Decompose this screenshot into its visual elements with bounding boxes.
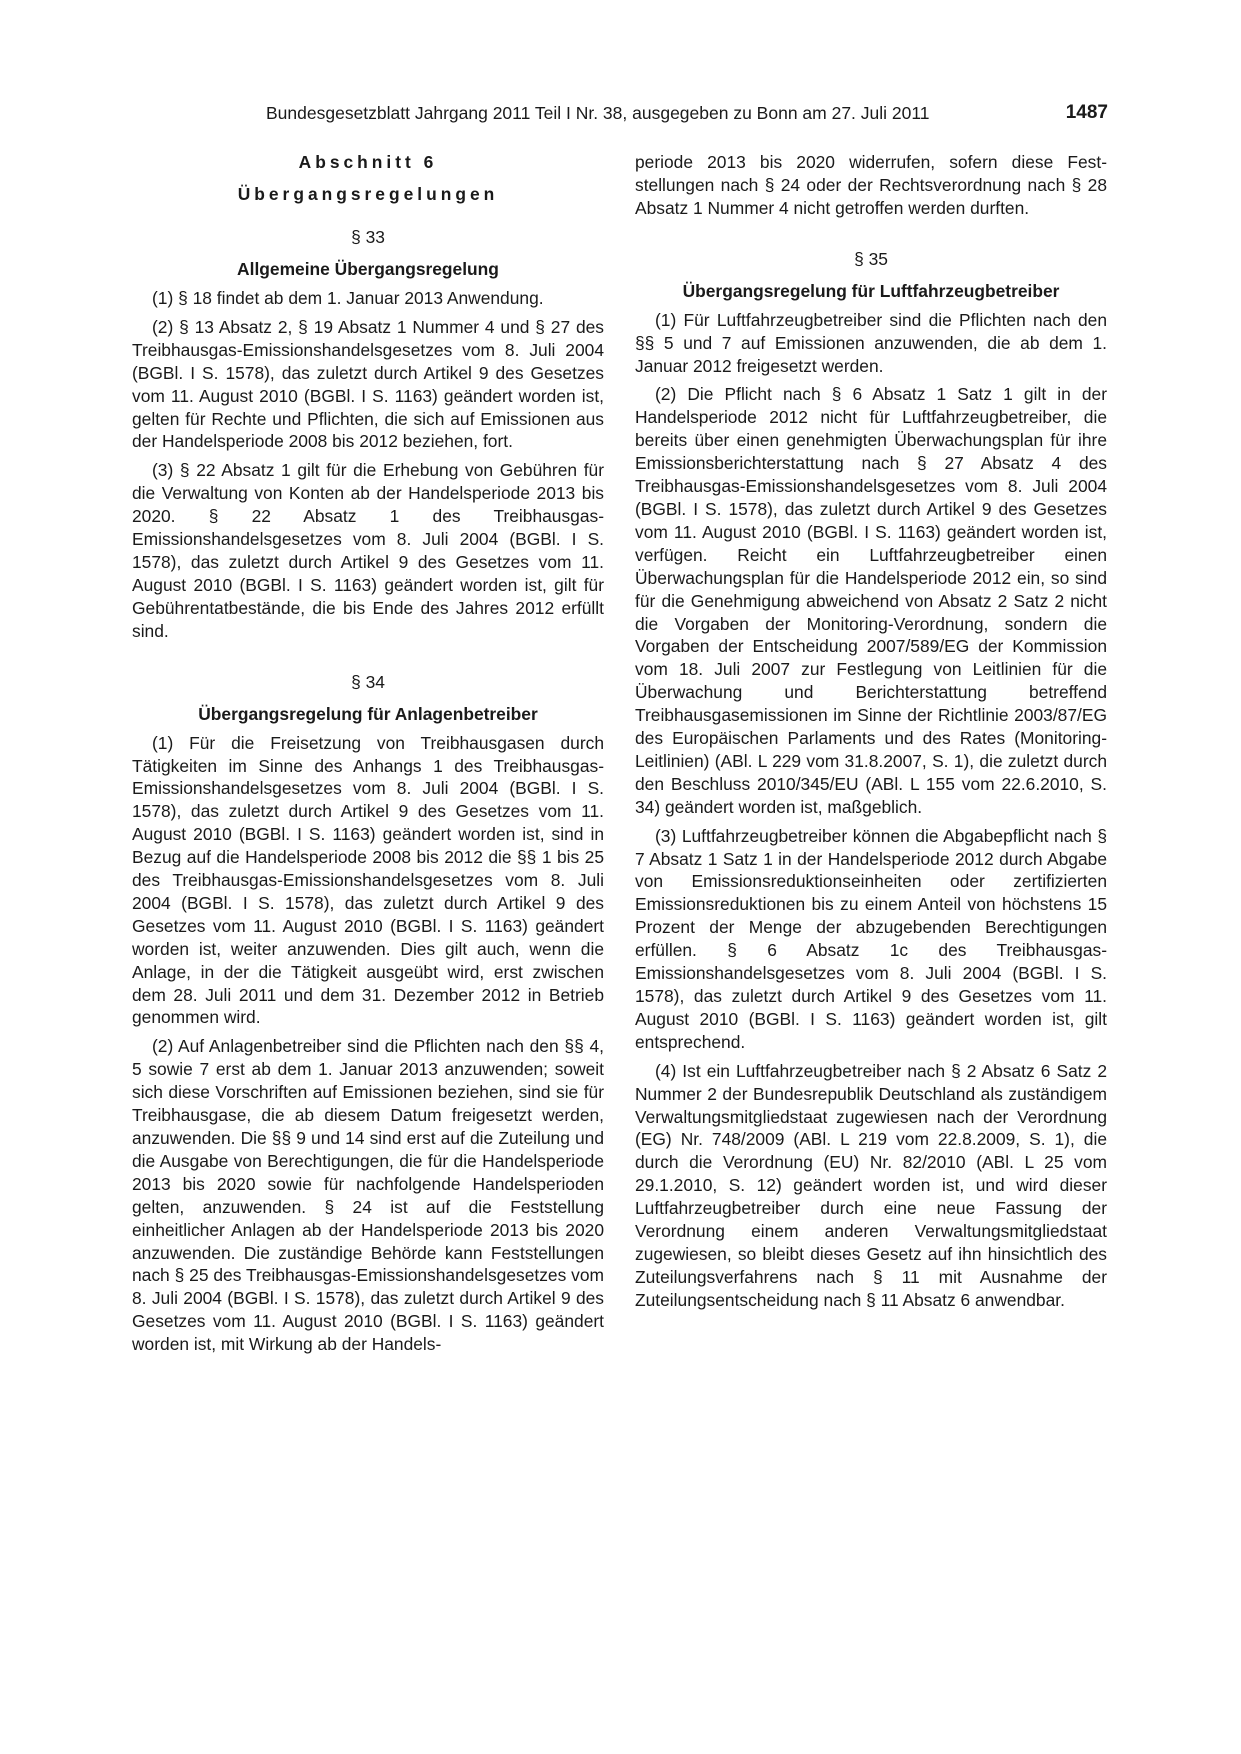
paragraph-number-33: § 33 (351, 227, 385, 247)
paragraph-heading-33: Allgemeine Übergangsregelung (237, 259, 499, 279)
p34-subsection-1: (1) Für die Freisetzung von Treibhausgasen durch Tätigkeiten im Sinne des Anhangs 1 des Treibhausgas-Emissionshandelsgesetzes vom 8. Juli 2004 (BGBl. I S. 1578), das zuletzt durch Artikel 9 des Gesetzes vom 11. August 2010 (BGBl. I S. 1163) geändert worden ist, sind in Bezug auf die Handelsperiode 2008 bis 2012 die §§ 1 bis 25 des Treibhausgas-Emissionshandelsgesetzes vom 8. Juli 2004 (BGBl. I S. 1578), das zuletzt durch Artikel 9 des Gesetzes vom 11. August 2010 (BGBl. I S. 1163) geändert worden ist, weiter anzuwenden. Dies gilt auch, wenn die Anlage, in der die Tätigkeit ausgeübt wird, erst zwischen dem 28. Juli 2011 und dem 31. Dezember 2012 in Betrieb genommen wird. (132, 732, 604, 1028)
paragraph-heading-34: Übergangsregelung für Anlagenbetreiber (198, 703, 538, 724)
spacer (635, 226, 1107, 248)
p35-subsection-3: (3) Luftfahrzeugbetreiber können die Abgabepflicht nach § 7 Absatz 1 Satz 1 in der Handelsperiode 2012 durch Abgabe von Emissionsreduktionseinheiten oder zertifizierten Emissionsreduktionen bis zu einem Anteil von höchstens 15 Prozent der Menge der abzugebenden Berechtigungen erfüllen. § 6 Absatz 1c des Treibhausgas-Emissionshandelsgesetzes vom 8. Juli 2004 (BGBl. I S. 1578), das zuletzt durch Artikel 9 des Gesetzes vom 11. August 2010 (BGBl. I S. 1163) geändert worden ist, gilt entsprechend. (635, 825, 1107, 1052)
p33-subsection-1: (1) § 18 findet ab dem 1. Januar 2013 Anwendung. (152, 288, 544, 308)
left-column (132, 151, 604, 1362)
spacer (132, 649, 604, 671)
p35-subsection-2: (2) Die Pflicht nach § 6 Absatz 1 Satz 1 gilt in der Handelsperiode 2012 nicht für Luftfahrzeugbetreiber, die bereits über einen genehmigten Überwachungsplan für ihre Emissionsberichterstattung nach § 27 Absatz 4 des Treibhausgas-Emissionshandelsgesetzes vom 8. Juli 2004 (BGBl. I S. 1578), das zuletzt durch Artikel 9 des Gesetzes vom 11. August 2010 (BGBl. I S. 1163) geändert worden ist, verfügen. Reicht ein Luftfahrzeugbetreiber einen Überwachungsplan für die Handelsperiode 2012 ein, so sind für die Genehmigung abweichend von Absatz 2 Satz 2 nicht die Vorgaben der Monitoring-Verordnung, sondern die Vorgaben der Entscheidung 2007/589/EG der Kommission vom 18. Juli 2007 zur Festlegung von Leitlinien für die Überwachung und Berichterstattung betreffend Treibhausgasemissionen im Sinne der Richtlinie 2003/87/EG des Europäischen Parlaments und des Rates (Monitoring-Leitlinien) (ABl. L 229 vom 31.8.2007, S. 1), die zuletzt durch den Beschluss 2010/345/EU (ABl. L 155 vom 22.6.2010, S. 34) geändert worden ist, maßgeblich. (635, 384, 1107, 817)
section-title: Übergangsregelungen (237, 184, 499, 204)
section-label: Abschnitt 6 (298, 152, 438, 172)
p33-subsection-3: (3) § 22 Absatz 1 gilt für die Erhebung von Gebühren für die Verwaltung von Konten ab der Handelsperiode 2013 bis 2020. § 22 Absatz 1 des Treibhausgas-Emissionshandelsgesetzes vom 8. Juli 2004 (BGBl. I S. 1578), das zuletzt durch Artikel 9 des Gesetzes vom 11. August 2010 (BGBl. I S. 1163) geändert worden ist, gilt für Gebührentatbestände, die bis Ende des Jahres 2012 erfüllt sind. (132, 460, 604, 641)
p35-subsection-1: (1) Für Luftfahrzeugbetreiber sind die Pflichten nach den §§ 5 und 7 auf Emissionen anzuwenden, die ab dem 1. Januar 2012 freigesetzt werden. (635, 309, 1107, 376)
page-number: 1487 (1065, 102, 1108, 123)
paragraph-number-34: § 34 (351, 671, 385, 692)
paragraph-heading-35: Übergangsregelung für Luftfahrzeugbetreiber (682, 280, 1060, 301)
p33-subsection-2: (2) § 13 Absatz 2, § 19 Absatz 1 Nummer 4 und § 27 des Treibhausgas-Emissionshandelsgesetzes vom 8. Juli 2004 (BGBl. I S. 1578), das zuletzt durch Artikel 9 des Gesetzes vom 11. August 2010 (BGBl. I S. 1163) geändert worden ist, gelten für Rechte und Pflichten, die sich auf Emissionen aus der Handelsperiode 2008 bis 2012 beziehen, fort. (132, 316, 604, 452)
running-title: Bundesgesetzblatt Jahrgang 2011 Teil I Nr. 38, ausgegeben zu Bonn am 27. Juli 2011 (266, 103, 930, 123)
right-column (635, 151, 1107, 1318)
p34-subsection-2: (2) Auf Anlagenbetreiber sind die Pflichten nach den §§ 4, 5 sowie 7 erst ab dem 1. Januar 2013 anzuwenden; soweit sich diese Vorschriften auf Emissionen beziehen, sind sie für Treibhausgase, die ab diesem Datum freigesetzt werden, anzuwenden. Die §§ 9 und 14 sind erst auf die Zuteilung und die Ausgabe von Berechtigungen, die für die Handelsperiode 2013 bis 2020 sowie für nachfolgende Handelsperioden gelten, anzuwenden. § 24 ist auf die Feststellung einheitlicher Anlagen ab der Handelsperiode 2013 bis 2020 anzuwenden. Die zuständige Behörde kann Feststellungen nach § 25 des Treibhausgas-Emissionshandelsgesetzes vom 8. Juli 2004 (BGBl. I S. 1578), das zuletzt durch Artikel 9 des Gesetzes vom 11. August 2010 (BGBl. I S. 1163) geändert worden ist, mit Wirkung ab der Handels- (132, 1036, 604, 1355)
continuation-text: periode 2013 bis 2020 widerrufen, sofern diese Feststellungen nach § 24 oder der Rechtsverordnung nach § 28 Absatz 1 Nummer 4 nicht getroffen werden durften. (635, 152, 1107, 218)
p35-subsection-4: (4) Ist ein Luftfahrzeugbetreiber nach § 2 Absatz 6 Satz 2 Nummer 2 der Bundesrepublik Deutschland als zuständigem Verwaltungsmitgliedstaat zugewiesen nach der Verordnung (EG) Nr. 748/2009 (ABl. L 219 vom 22.8.2009, S. 1), die durch die Verordnung (EU) Nr. 82/2010 (ABl. L 25 vom 29.1.2010, S. 12) geändert worden ist, und wird dieser Luftfahrzeugbetreiber durch eine neue Fassung der Verordnung einem anderen Verwaltungsmitgliedstaat zugewiesen, so bleibt dieses Gesetz auf ihn hinsichtlich des Zuteilungsverfahrens nach § 11 mit Ausnahme der Zuteilungsentscheidung nach § 11 Absatz 6 anwendbar. (635, 1060, 1107, 1310)
page-header (266, 100, 1108, 126)
paragraph-number-35: § 35 (854, 248, 888, 269)
